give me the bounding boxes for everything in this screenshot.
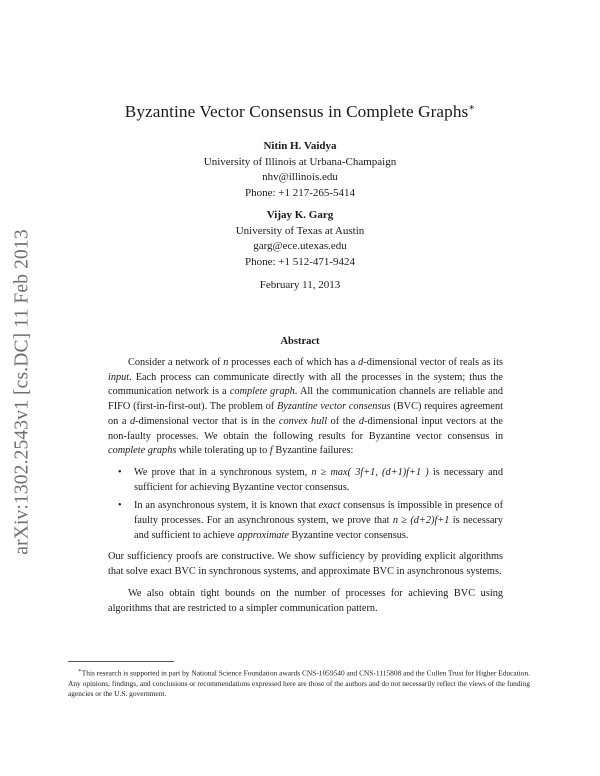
author-phone: Phone: +1 512-471-9424 xyxy=(244,255,356,268)
paper-title-text: Byzantine Vector Consensus in Complete Graphs xyxy=(124,102,469,121)
bullet-icon: • xyxy=(118,500,122,512)
bullet-icon: • xyxy=(118,466,122,478)
footnote-text: This research is supported in part by National Science Foundation awards CNS-1059540 and CNS-1115808 and the Cullen Trust for Higher Education. Any opinions, findings, and conclusions or recommendations expressed here are those of the authors and do not necessarily reflect the views of the funding agencies or the U.S. government. xyxy=(68,668,530,699)
footnote-mark: ∗ xyxy=(78,668,82,674)
inline-math: n ≥ max( 3f+1, (d+1)f+1 ) xyxy=(311,466,429,478)
abstract-paragraph-3: We also obtain tight bounds on the number of processes for achieving BVC using algorithms that are restricted to a simpler communication pattern. xyxy=(108,587,503,614)
author-email: garg@ece.utexas.edu xyxy=(253,240,347,252)
inline-math: n ≥ (d+2)f+1 xyxy=(392,515,450,527)
abstract-paragraph-2: Our sufficiency proofs are constructive. We show sufficiency by providing explicit algorithms that solve exact BVC in synchronous systems, and approximate BVC in asynchronous systems. xyxy=(108,551,503,578)
author-affiliation: University of Texas at Austin xyxy=(235,224,365,237)
author-name: Nitin H. Vaidya xyxy=(263,140,337,152)
abstract-paragraph-1: Consider a network of n processes each of which has a d-dimensional vector of reals as its input. Each process can communicate directly with all the processes in the system; thus the communication network is a complete graph. All the communication channels are reliable and FIFO (first-in-first-out). The problem of Byzantine vector consensus (BVC) requires agreement on a d-dimensional vector that is in the convex hull of the d-dimensional input vectors at the non-faulty processes. We obtain the following results for Byzantine vector consensus in complete graphs while tolerating up to f Byzantine failures: xyxy=(108,357,503,457)
abstract-body xyxy=(108,356,503,616)
arxiv-sidebar xyxy=(8,212,38,572)
title-footnote-mark: ∗ xyxy=(468,102,476,114)
paper-title xyxy=(0,102,600,122)
footnote xyxy=(68,666,530,700)
author-phone: Phone: +1 217-265-5414 xyxy=(244,186,356,199)
paper-date: February 11, 2013 xyxy=(259,279,341,291)
author-name: Vijay K. Garg xyxy=(266,209,334,221)
author-block-2 xyxy=(100,208,500,270)
list-item: • We prove that in a synchronous system, n ≥ max( 3f+1, (d+1)f+1 ) is necessary and sufficient for achieving Byzantine vector consensus. xyxy=(118,466,503,493)
list-item: • In an asynchronous system, it is known that exact consensus is impossible in presence of faulty processes. For an asynchronous system, we prove that n ≥ (d+2)f+1 is necessary and sufficient to achieve approximate Byzantine vector consensus. xyxy=(118,500,503,541)
author-email: nhv@illinois.edu xyxy=(262,171,338,183)
results-list xyxy=(108,466,503,544)
footnote-divider xyxy=(68,661,174,662)
author-block-1 xyxy=(100,139,500,201)
abstract-heading: Abstract xyxy=(280,336,320,347)
author-affiliation: University of Illinois at Urbana-Champaign xyxy=(203,155,397,168)
arxiv-identifier: arXiv:1302.2543v1 [cs.DC] 11 Feb 2013 xyxy=(12,229,33,555)
